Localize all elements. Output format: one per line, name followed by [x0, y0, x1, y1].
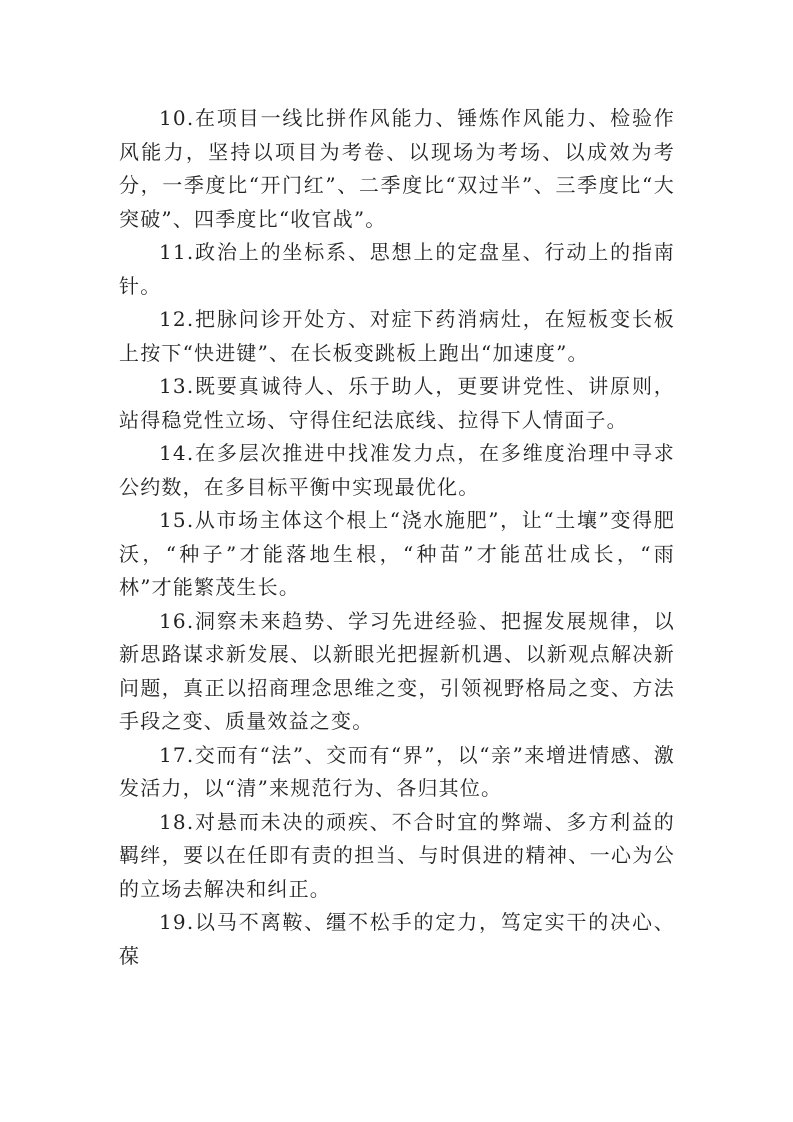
paragraph-17: 17.交而有“法”、交而有“界”，以“亲”来增进情感、激发活力，以“清”来规范行为、各归其位。 [119, 742, 675, 800]
paragraph-18: 18.对悬而未决的顽疾、不合时宜的弊端、多方利益的羁绊，要以在任即有责的担当、与时俱进的精神、一心为公的立场去解决和纠正。 [119, 809, 675, 901]
document-body [119, 102, 675, 973]
paragraph-16: 16.洞察未来趋势、学习先进经验、把握发展规律，以新思路谋求新发展、以新眼光把握新机遇、以新观点解决新问题，真正以招商理念思维之变，引领视野格局之变、方法手段之变、质量效益之变。 [119, 608, 675, 733]
paragraph-13: 13.既要真诚待人、乐于助人，更要讲党性、讲原则，站得稳党性立场、守得住纪法底线、拉得下人情面子。 [119, 374, 675, 432]
paragraph-12: 12.把脉问诊开处方、对症下药消病灶，在短板变长板上按下“快进键”、在长板变跳板上跑出“加速度”。 [119, 307, 675, 365]
paragraph-19: 19.以马不离鞍、缰不松手的定力，笃定实干的决心、葆 [119, 910, 675, 968]
paragraph-14: 14.在多层次推进中找准发力点，在多维度治理中寻求公约数，在多目标平衡中实现最优化。 [119, 441, 675, 499]
paragraph-15: 15.从市场主体这个根上“浇水施肥”，让“土壤”变得肥沃，“种子”才能落地生根，“种苗”才能茁壮成长，“雨林”才能繁茂生长。 [119, 508, 675, 599]
paragraph-10: 10.在项目一线比拼作风能力、锤炼作风能力、检验作风能力，坚持以项目为考卷、以现场为考场、以成效为考分，一季度比“开门红”、二季度比“双过半”、三季度比“大突破”、四季度比“收官战”。 [119, 106, 675, 231]
paragraph-11: 11.政治上的坐标系、思想上的定盘星、行动上的指南针。 [119, 240, 675, 298]
